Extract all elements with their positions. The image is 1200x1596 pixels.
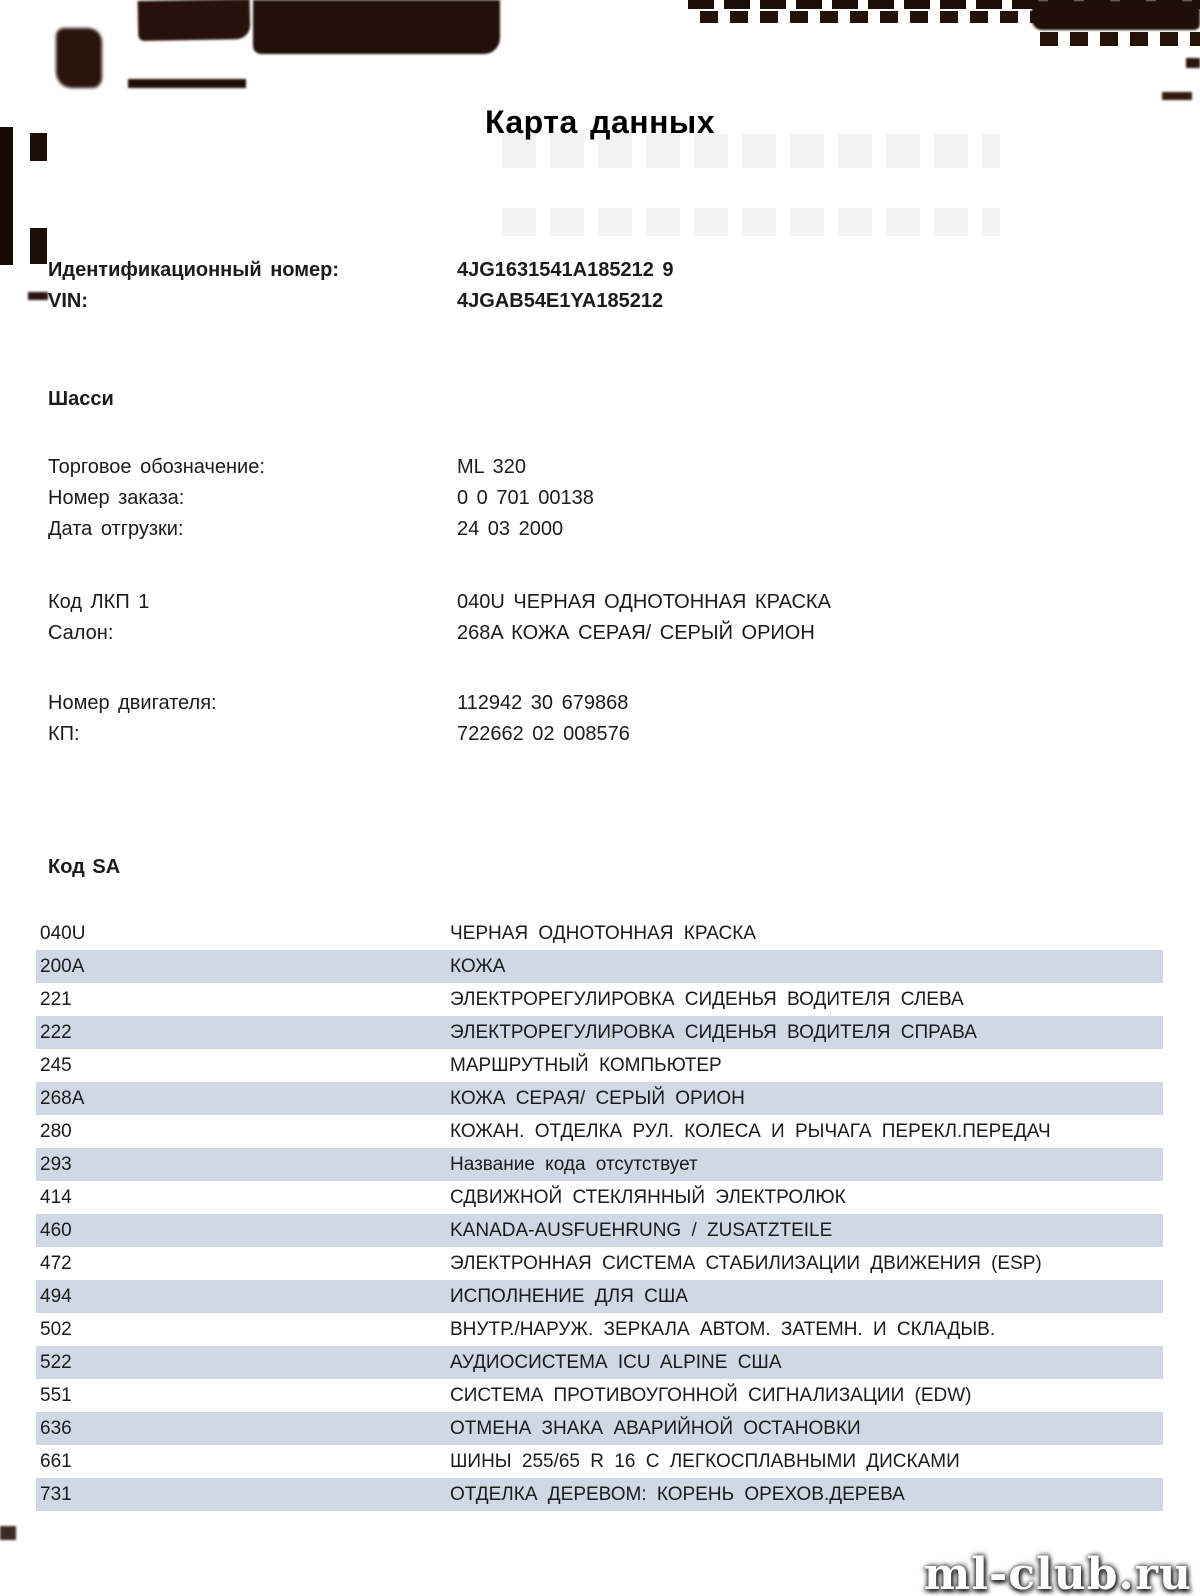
sa-code-cell: 551 — [40, 1385, 72, 1406]
scan-artifact-top-left-line — [128, 79, 246, 88]
field-value: 0 0 701 00138 — [457, 487, 594, 509]
scan-artifact-top-dashes-row1 — [688, 0, 1200, 9]
field-value: 040U ЧЕРНАЯ ОДНОТОННАЯ КРАСКА — [457, 591, 831, 613]
chassis-row — [0, 688, 1200, 719]
field-value: ML 320 — [457, 456, 526, 478]
sa-code-cell: 221 — [40, 989, 72, 1010]
scan-artifact-top-center-band — [253, 0, 500, 54]
field-label: КП: — [48, 723, 80, 745]
sa-description-cell: КОЖА СЕРАЯ/ СЕРЫЙ ОРИОН — [450, 1088, 745, 1109]
scan-artifact-ghost-line-2 — [502, 208, 1000, 236]
sa-description-cell: ШИНЫ 255/65 R 16 С ЛЕГКОСПЛАВНЫМИ ДИСКАМИ — [450, 1451, 960, 1472]
field-value: 722662 02 008576 — [457, 723, 630, 745]
field-label: Торговое обозначение: — [48, 456, 265, 478]
sa-code-cell: 494 — [40, 1286, 72, 1307]
field-label: Номер двигателя: — [48, 692, 217, 714]
scan-artifact-bottom-left-corner — [0, 1526, 16, 1540]
scan-artifact-top-left-smudge — [56, 28, 102, 88]
table-row — [36, 1478, 1163, 1511]
sa-description-cell: СИСТЕМА ПРОТИВОУГОННОЙ СИГНАЛИЗАЦИИ (EDW) — [450, 1385, 972, 1406]
scan-artifact-right-edge-tick-1 — [1186, 58, 1200, 68]
scan-artifact-top-left-blob — [138, 0, 251, 41]
field-value: 4JG1631541A185212 9 — [457, 259, 674, 281]
field-label: VIN: — [48, 290, 88, 312]
scan-artifact-top-right-blob — [1032, 0, 1200, 30]
sa-description-cell: ЭЛЕКТРОННАЯ СИСТЕМА СТАБИЛИЗАЦИИ ДВИЖЕНИЯ (ESP) — [450, 1253, 1042, 1274]
chassis-row — [0, 618, 1200, 649]
field-value: 112942 30 679868 — [457, 692, 629, 714]
sa-description-cell: ИСПОЛНЕНИЕ ДЛЯ США — [450, 1286, 688, 1307]
table-row — [36, 1412, 1163, 1445]
sa-description-cell: ЧЕРНАЯ ОДНОТОННАЯ КРАСКА — [450, 923, 756, 944]
table-row — [36, 1214, 1163, 1247]
sa-description-cell: АУДИОСИСТЕМА ICU ALPINE США — [450, 1352, 782, 1373]
sa-description-cell: КОЖА — [450, 956, 506, 977]
sa-description-cell: ЭЛЕКТРОРЕГУЛИРОВКА СИДЕНЬЯ ВОДИТЕЛЯ СЛЕВА — [450, 989, 964, 1010]
table-row — [36, 917, 1163, 950]
table-row — [36, 1445, 1163, 1478]
sa-description-cell: ОТДЕЛКА ДЕРЕВОМ: КОРЕНЬ ОРЕХОВ.ДЕРЕВА — [450, 1484, 905, 1505]
sa-description-cell: КОЖАН. ОТДЕЛКА РУЛ. КОЛЕСА И РЫЧАГА ПЕРЕКЛ.ПЕРЕДАЧ — [450, 1121, 1051, 1142]
sa-description-cell: KANADA-AUSFUEHRUNG / ZUSATZTEILE — [450, 1220, 833, 1241]
sa-code-cell: 661 — [40, 1451, 72, 1472]
sa-description-cell: ЭЛЕКТРОРЕГУЛИРОВКА СИДЕНЬЯ ВОДИТЕЛЯ СПРАВА — [450, 1022, 977, 1043]
sa-code-cell: 502 — [40, 1319, 72, 1340]
field-label: Номер заказа: — [48, 487, 185, 509]
scan-artifact-right-edge-tick-2 — [1162, 92, 1192, 100]
identification-section — [0, 255, 1200, 317]
field-value: 268A КОЖА СЕРАЯ/ СЕРЫЙ ОРИОН — [457, 622, 815, 644]
sa-code-cell: 636 — [40, 1418, 72, 1439]
table-row — [36, 983, 1163, 1016]
sa-code-cell: 731 — [40, 1484, 72, 1505]
chassis-row — [0, 452, 1200, 483]
identification-row — [0, 286, 1200, 317]
table-row — [36, 1280, 1163, 1313]
sa-description-cell: Название кода отсутствует — [450, 1154, 698, 1175]
sa-code-cell: 280 — [40, 1121, 72, 1142]
sa-code-cell: 222 — [40, 1022, 72, 1043]
field-label: Код ЛКП 1 — [48, 591, 150, 613]
table-row — [36, 1379, 1163, 1412]
field-value: 24 03 2000 — [457, 518, 564, 540]
sa-codes-table — [36, 917, 1163, 1511]
identification-row — [0, 255, 1200, 286]
scan-artifact-top-dashes-row2 — [700, 11, 1200, 23]
table-row — [36, 1115, 1163, 1148]
sa-code-cell: 040U — [40, 923, 86, 944]
sa-code-cell: 460 — [40, 1220, 72, 1241]
sa-description-cell: ОТМЕНА ЗНАКА АВАРИЙНОЙ ОСТАНОВКИ — [450, 1418, 861, 1439]
sa-code-cell: 268A — [40, 1088, 85, 1109]
field-value: 4JGAB54E1YA185212 — [457, 290, 664, 312]
table-row — [36, 1181, 1163, 1214]
table-row — [36, 1082, 1163, 1115]
field-label: Идентификационный номер: — [48, 259, 340, 281]
page-title: Карта данных — [484, 104, 716, 140]
table-row — [36, 1049, 1163, 1082]
section-heading-chassis: Шасси — [48, 388, 114, 410]
chassis-row — [0, 587, 1200, 618]
sa-description-cell: ВНУТР./НАРУЖ. ЗЕРКАЛА АВТОМ. ЗАТЕМН. И СКЛАДЫВ. — [450, 1319, 996, 1340]
scan-artifact-left-edge-bar — [0, 127, 13, 265]
sa-code-cell: 414 — [40, 1187, 72, 1208]
table-row — [36, 1313, 1163, 1346]
watermark: ml-club.ru — [923, 1549, 1192, 1596]
sa-code-cell: 472 — [40, 1253, 72, 1274]
section-heading-sa-codes: Код SA — [48, 856, 121, 878]
table-row — [36, 1247, 1163, 1280]
table-row — [36, 1346, 1163, 1379]
sa-code-cell: 522 — [40, 1352, 72, 1373]
sa-description-cell: МАРШРУТНЫЙ КОМПЬЮТЕР — [450, 1055, 722, 1076]
field-label: Дата отгрузки: — [48, 518, 184, 540]
table-row — [36, 950, 1163, 983]
chassis-trade-group — [0, 452, 1200, 545]
scan-artifact-top-right-dashes — [1040, 32, 1200, 46]
field-label: Салон: — [48, 622, 114, 644]
table-row — [36, 1148, 1163, 1181]
chassis-engine-group — [0, 688, 1200, 750]
table-row — [36, 1016, 1163, 1049]
sa-description-cell: СДВИЖНОЙ СТЕКЛЯННЫЙ ЭЛЕКТРОЛЮК — [450, 1187, 846, 1208]
chassis-row — [0, 483, 1200, 514]
chassis-row — [0, 514, 1200, 545]
sa-code-cell: 245 — [40, 1055, 72, 1076]
chassis-row — [0, 719, 1200, 750]
sa-code-cell: 200A — [40, 956, 85, 977]
sa-code-cell: 293 — [40, 1154, 72, 1175]
chassis-paint-group — [0, 587, 1200, 649]
